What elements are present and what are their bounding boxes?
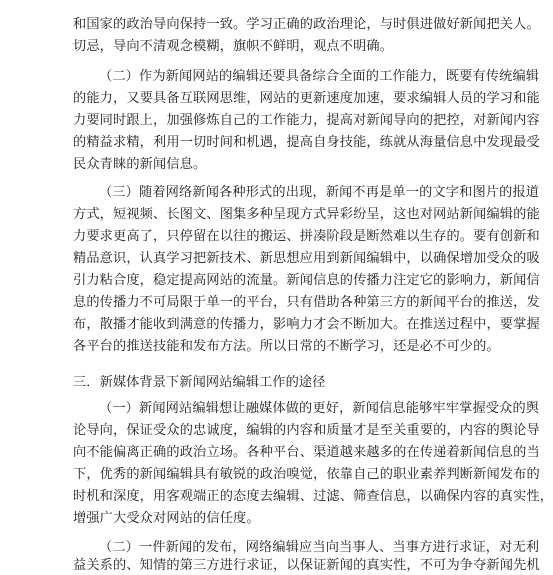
body-text-line: 精品意识，认真学习把新技术、新思想应用到新闻编辑中，以确保增加受众的吸 xyxy=(73,251,540,266)
body-text-line: 息的传播力不可局限于单一的平台，只有借助各种第三方的新闻平台的推送，发 xyxy=(73,295,540,310)
body-text-line: 下，优秀的新闻编辑具有敏锐的政治嗅觉，依靠自己的职业素养判断新闻发布的 xyxy=(73,467,540,482)
body-text-line: 的能力，又要具备互联网思维，网站的更新速度加速，要求编辑人员的学习和能 xyxy=(73,91,540,106)
body-text-line: 民众青睐的新闻信息。 xyxy=(73,157,207,172)
paragraph-4-first-line: （一）新闻网站编辑想让融媒体做的更好，新闻信息能够牢牢掌握受众的舆 xyxy=(99,401,540,416)
body-text-line: 切忌，导向不清观念模糊，旗帜不鲜明，观点不明确。 xyxy=(73,39,394,54)
body-text-line: 向不能偏离正确的政治立场。各种平台、渠道越来越多的在传递着新闻信息的当 xyxy=(73,445,540,460)
body-text-line: 引力粘合度，稳定提高网站的流量。新闻信息的传播力注定它的影响力，新闻信 xyxy=(73,273,540,288)
body-text-line: 布，散播才能收到满意的传播力，影响力才会不断加大。在推送过程中，要掌握 xyxy=(73,317,540,332)
paragraph-2-first-line: （二）作为新闻网站的编辑还要具备综合全面的工作能力，既要有传统编辑 xyxy=(99,69,540,84)
body-text-line: 论导向，保证受众的忠诚度，编辑的内容和质量才是至关重要的，内容的舆论导 xyxy=(73,423,540,438)
body-text-line: 的精益求精，利用一切时间和机遇，提高自身技能，练就从海量信息中发现最受 xyxy=(73,135,540,150)
body-text-line: 各平台的推送技能和发布方法。所以日常的不断学习，还是必不可少的。 xyxy=(73,339,500,354)
body-text-line: 和国家的政治导向保持一致。学习正确的政治理论，与时俱进做好新闻把关人。 xyxy=(73,17,540,32)
body-text-line: 增强广大受众对网站的信任度。 xyxy=(73,511,260,526)
body-text-line: 时机和深度，用客观端正的态度去编辑、过滤、筛查信息，以确保内容的真实性， xyxy=(73,489,553,504)
body-text-line: 力要同时跟上，加强修炼自己的工作能力，提高对新闻导向的把控，对新闻内容 xyxy=(73,113,540,128)
section-heading: 三．新媒体背景下新闻网站编辑工作的途径 xyxy=(73,375,326,390)
paragraph-5-first-line: （二）一件新闻的发布，网络编辑应当向当事人、当事方进行求证，对无利 xyxy=(99,540,540,555)
body-text-line: 方式，短视频、长图文、图集多种呈现方式异彩纷呈，这也对网站新闻编辑的能 xyxy=(73,207,540,222)
body-text-line: 益关系的、知情的第三方进行求证，以保证新闻的真实性，不可为争夺新闻先机 xyxy=(73,558,540,573)
body-text-line: 力要求更高了，只停留在以往的搬运、拼凑阶段是断然难以生存的。要有创新和 xyxy=(73,229,540,244)
paragraph-3-first-line: （三）随着网络新闻各种形式的出现，新闻不再是单一的文字和图片的报道 xyxy=(99,185,540,200)
